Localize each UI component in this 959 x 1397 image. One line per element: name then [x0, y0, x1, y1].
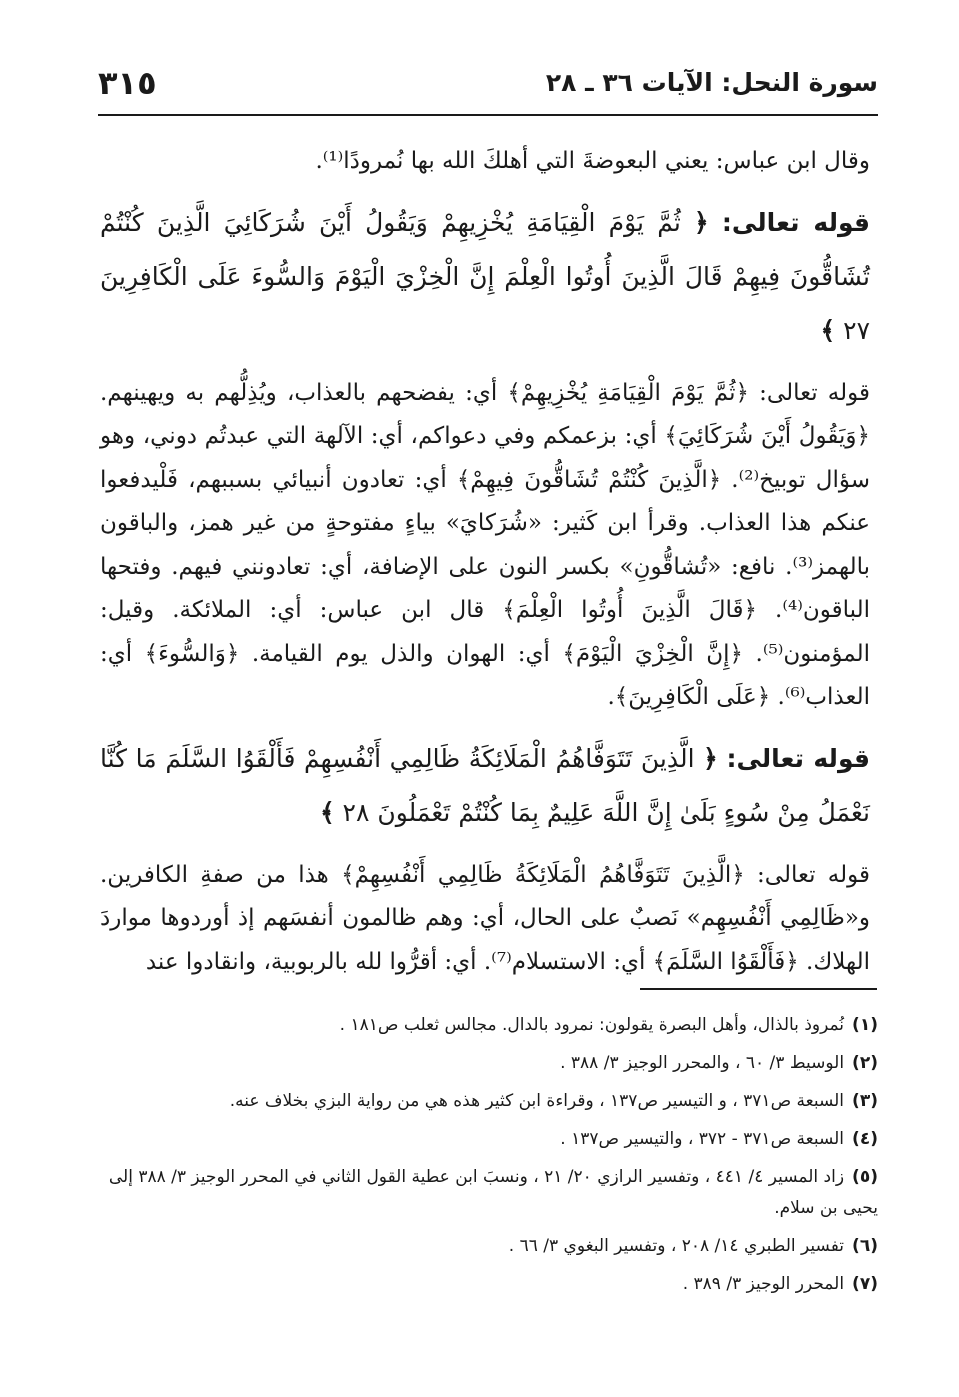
footnote-text: تفسير الطبري ١٤/ ٢٠٨ ، وتفسير البغوي ٣/ ٦٦ .	[508, 1236, 845, 1256]
footnote-text: نُمروذ بالذال، وأهل البصرة يقولون: نمرود بالدال. مجالس ثعلب ص١٨١ .	[339, 1015, 845, 1035]
verse-28-block	[100, 732, 870, 840]
verse-lead: قوله تعالى:	[721, 207, 871, 237]
footnote-number: (٢)	[852, 1053, 878, 1073]
verse-27-block	[100, 196, 870, 358]
running-title: سورة النحل: الآيات ٣٦ ـ ٢٨	[545, 68, 878, 97]
footnote-item	[98, 1086, 878, 1117]
footnote-item	[98, 1010, 878, 1041]
tafsir-verse-28: قوله تعالى: ﴿الَّذِينَ تَتَوَفَّاهُمُ الْمَلَائِكَةُ ظَالِمِي أَنْفُسِهِمْ﴾ هذا من صفةِ الكافرين. و«ظَالِمِي أَنْفُسِهِم» نَصبٌ على الحال، أي: وهم ظالمون أنفسَهم إذ أوردوها مواردَ الهلاك. ﴿فَأَلْقَوُا السَّلَمَ﴾ أي: الاستسلام⁽⁷⁾. أي: أقرُّوا لله بالربوبية، وانقادوا عند	[100, 861, 870, 975]
verse-27-text: ثُمَّ يَوْمَ الْقِيَامَةِ يُخْزِيهِمْ وَيَقُولُ أَيْنَ شُرَكَائِيَ الَّذِينَ كُنْتُمْ تُشَاقُّونَ فِيهِمْ قَالَ الَّذِينَ أُوتُوا الْعِلْمَ إِنَّ الْخِزْيَ الْيَوْمَ وَالسُّوءَ عَلَى الْكَافِرِينَ ٢٧	[100, 207, 870, 345]
footnote-number: (٣)	[852, 1091, 878, 1111]
verse-28-text: الَّذِينَ تَتَوَفَّاهُمُ الْمَلَائِكَةُ ظَالِمِي أَنْفُسِهِمْ فَأَلْقَوُا السَّلَمَ مَا كُنَّا نَعْمَلُ مِنْ سُوءٍ بَلَىٰ إِنَّ اللَّهَ عَلِيمٌ بِمَا كُنْتُمْ تَعْمَلُونَ ٢٨	[100, 743, 870, 827]
footnote-number: (٦)	[852, 1236, 878, 1256]
footnote-number: (٤)	[852, 1129, 878, 1149]
verse-open-bracket: ﴿	[694, 207, 709, 237]
verse-open-bracket: ﴿	[703, 743, 718, 773]
footnotes-list	[98, 1010, 878, 1307]
footnote-number: (١)	[852, 1015, 878, 1035]
footnote-item	[98, 1048, 878, 1079]
footnote-number: (٥)	[852, 1167, 878, 1187]
footnote-item	[98, 1231, 878, 1262]
main-text	[100, 140, 870, 984]
page-header	[98, 62, 878, 116]
verse-lead: قوله تعالى:	[726, 743, 870, 773]
footnote-text: زاد المسير ٤/ ٤٤١ ، وتفسير الرازي ٢٠/ ٢١ ، ونسبَ ابن عطية القول الثاني في المحرر الوجيز ٣/ ٣٨٨ إلى يحيى بن سلام.	[108, 1167, 878, 1218]
footnote-item	[98, 1162, 878, 1224]
page-number: ٣١٥	[98, 64, 157, 102]
paragraph-ibn-abbas: وقال ابن عباس: يعني البعوضةَ التي أهلكَ الله بها نُمرودًا⁽¹⁾.	[315, 148, 870, 174]
footnote-item	[98, 1124, 878, 1155]
verse-close-bracket: ﴾	[319, 797, 335, 827]
footnote-text: السبعة ص٣٧١ ، و التيسير ص١٣٧ ، وقراءة ابن كثير هذه هي من رواية البزي بخلاف عنه.	[229, 1091, 845, 1111]
verse-close-bracket: ﴾	[820, 315, 836, 345]
footnote-text: المحرر الوجيز ٣/ ٣٨٩ .	[682, 1274, 845, 1294]
footnote-number: (٧)	[852, 1274, 878, 1294]
footnote-item	[98, 1269, 878, 1300]
tafsir-verse-27: قوله تعالى: ﴿ثُمَّ يَوْمَ الْقِيَامَةِ يُخْزِيهِمْ﴾ أي: يفضحهم بالعذاب، ويُذِلُّهم به ويهينهم. ﴿وَيَقُولُ أَيْنَ شُرَكَائِيَ﴾ أي: بزعمكم وفي دعواكم، أي: الآلهة التي عبدتُم دوني، وهو سؤال توبيخ⁽²⁾. ﴿الَّذِينَ كُنْتُمْ تُشَاقُّونَ فِيهِمْ﴾ أي: تعادون أنبيائي بسببهم، فَلْيدفعوا عنكم هذا العذاب. وقرأ ابن كَثير: «شُرَكايَ» بياءٍ مفتوحةٍ من غير همز، والباقون بالهمز⁽³⁾. نافع: «تُشاقُّونِ» بكسر النون على الإضافة، أي: تعادونني فيهم. وفتحها الباقون⁽⁴⁾. ﴿قَالَ الَّذِينَ أُوتُوا الْعِلْمَ﴾ قال ابن عباس: أي: الملائكة. وقيل: المؤمنون⁽⁵⁾. ﴿إِنَّ الْخِزْيَ الْيَوْمَ﴾ أي: الهوان والذل يوم القيامة. ﴿وَالسُّوءَ﴾ أي: العذاب⁽⁶⁾. ﴿عَلَى الْكَافِرِينَ﴾.	[100, 379, 870, 710]
footnote-divider	[640, 988, 877, 990]
footnote-text: الوسيط ٣/ ٦٠ ، والمحرر الوجيز ٣/ ٣٨٨ .	[560, 1053, 845, 1073]
footnote-text: السبعة ص٣٧١ - ٣٧٢ ، والتيسير ص١٣٧ .	[560, 1129, 845, 1149]
